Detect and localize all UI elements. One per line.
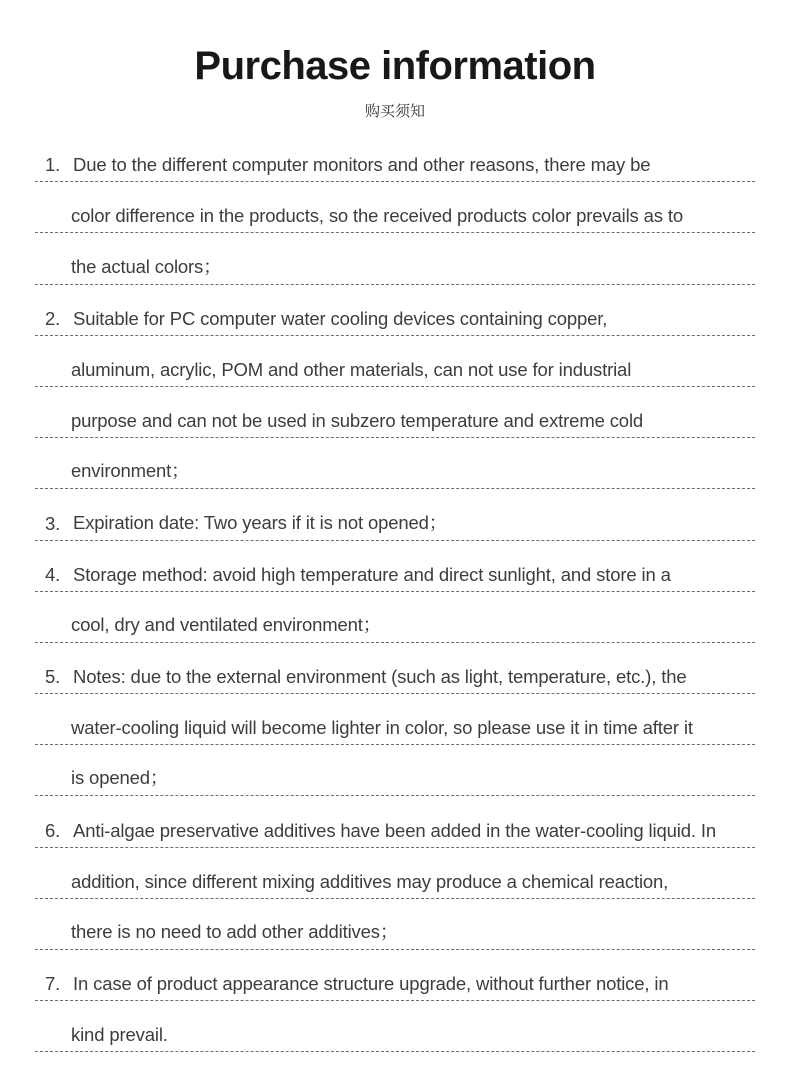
notice-item-5-line-3: [35, 745, 755, 796]
notice-item-text: purpose and can not be used in subzero temperature and extreme cold: [71, 410, 644, 432]
notice-item-4-line-2: [35, 592, 755, 643]
page-header: [0, 0, 790, 121]
notice-item-6-line-2: [35, 848, 755, 899]
notice-item-text: aluminum, acrylic, POM and other materials, can not use for industrial: [71, 358, 632, 380]
notice-item-text: cool, dry and ventilated environment；: [71, 613, 382, 635]
notice-item-text: Notes: due to the external environment (such as light, temperature, etc.), the: [73, 666, 687, 688]
notice-item-number: 5.: [45, 666, 61, 688]
notice-item-7-line-1: [35, 950, 755, 1001]
notice-item-6-line-3: [35, 899, 755, 950]
notice-item-text: Storage method: avoid high temperature and direct sunlight, and store in a: [73, 563, 671, 585]
purchase-notices-list: [35, 131, 755, 1052]
notice-item-number: 7.: [45, 973, 61, 995]
notice-item-text: kind prevail.: [71, 1024, 168, 1046]
notice-item-1-line-1: [35, 131, 755, 182]
notice-item-1-line-3: [35, 233, 755, 284]
notice-item-text: Expiration date: Two years if it is not opened；: [73, 511, 448, 533]
notice-item-number: 4.: [45, 563, 61, 585]
notice-item-text: color difference in the products, so the received products color prevails as to: [71, 205, 684, 227]
notice-item-text: is opened；: [71, 767, 169, 789]
notice-item-1-line-2: [35, 182, 755, 233]
notice-item-text: Suitable for PC computer water cooling devices containing copper,: [73, 307, 608, 329]
notice-item-text: Anti-algae preservative additives have been added in the water-cooling liquid. In: [73, 819, 716, 841]
notice-item-2-line-4: [35, 438, 755, 489]
notice-item-text: the actual colors；: [71, 255, 222, 277]
notice-item-text: Due to the different computer monitors and other reasons, there may be: [73, 154, 651, 176]
notice-item-text: addition, since different mixing additives may produce a chemical reaction,: [71, 870, 669, 892]
notice-item-2-line-3: [35, 387, 755, 438]
notice-item-text: water-cooling liquid will become lighter in color, so please use it in time after it: [71, 717, 693, 739]
notice-item-number: 3.: [45, 512, 61, 534]
notice-item-text: there is no need to add other additives；: [71, 921, 399, 942]
notice-item-7-line-2: [35, 1001, 755, 1052]
notice-item-6-line-1: [35, 796, 755, 847]
notice-item-number: 6.: [45, 819, 61, 841]
notice-item-text: In case of product appearance structure upgrade, without further notice, in: [73, 973, 669, 995]
notice-item-2-line-1: [35, 285, 755, 336]
notice-item-4-line-1: [35, 541, 755, 592]
notice-item-2-line-2: [35, 336, 755, 387]
notice-item-number: 1.: [45, 154, 61, 176]
notice-item-number: 2.: [45, 307, 61, 329]
notice-item-text: environment；: [71, 460, 190, 482]
notice-item-5-line-2: [35, 694, 755, 745]
notice-item-3-line-1: [35, 489, 755, 540]
page-title: Purchase information: [194, 44, 596, 88]
notice-item-5-line-1: [35, 643, 755, 694]
page-subtitle: 购买须知: [364, 103, 425, 120]
